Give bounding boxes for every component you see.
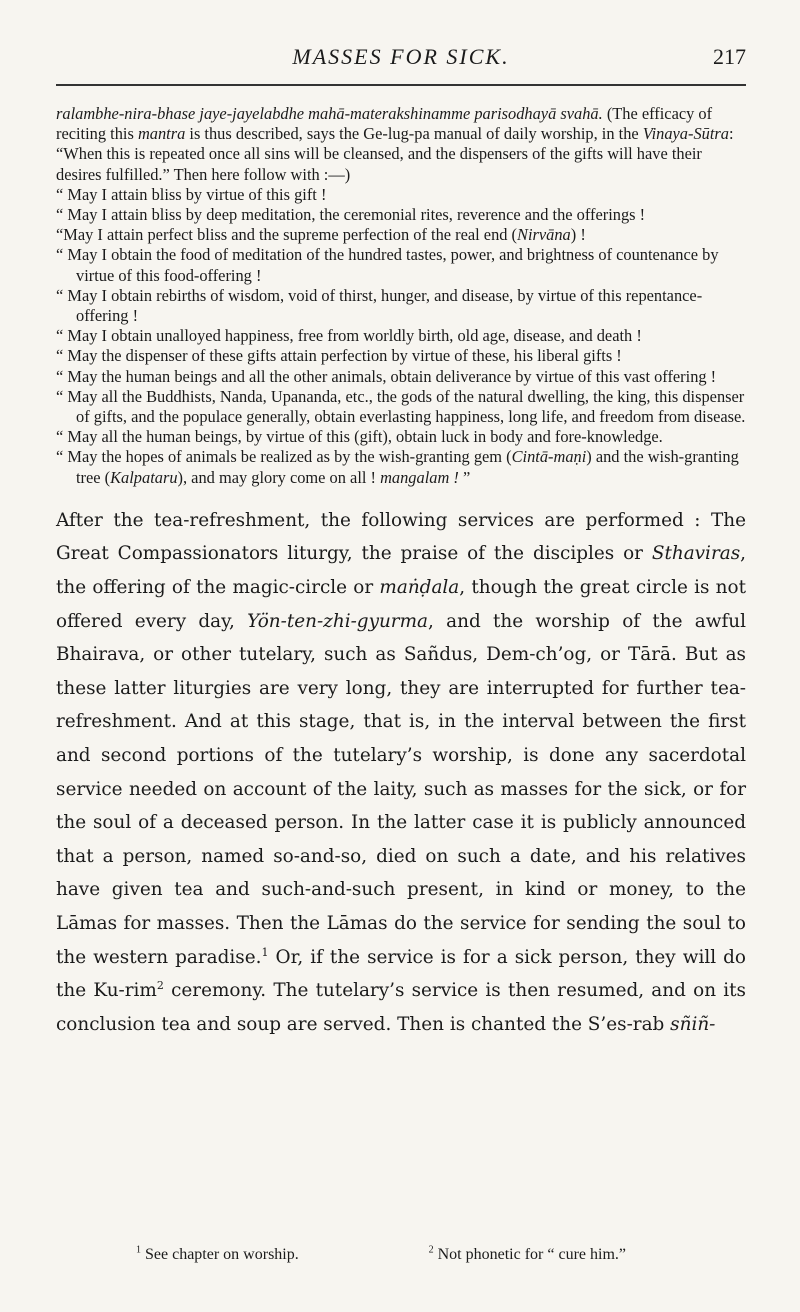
page-number: 217 bbox=[713, 44, 746, 69]
footnotes bbox=[56, 1246, 746, 1264]
liturgy-quote bbox=[56, 104, 746, 488]
running-header bbox=[56, 40, 746, 70]
prayer-line: “ May all the human beings, by virtue of this (gift), obtain luck in body and fore-knowledge. bbox=[56, 427, 663, 447]
prayer-line: “ May I obtain unalloyed happiness, free from worldly birth, old age, disease, and death ! bbox=[56, 326, 642, 346]
footnote-1: $^1$ See chapter on worship. bbox=[136, 1244, 299, 1263]
prayer-line: “ May I obtain rebirths of wisdom, void of thirst, hunger, and disease, by virtue of this repentance-offering ! bbox=[56, 285, 703, 326]
header-rule bbox=[56, 84, 746, 86]
quote-lead: ralambhe-nira-bhase jaye-jayelabdhe mahā-materakshinamme parisodhayā svahā. (The efficacy of reciting this mantra is thus described, says the Ge-lug-pa manual of daily worship, in the Vinaya-Sūtra: “When this is repeated once all sins will be cleansed, and the dispensers of the gifts will have their desires fulfilled.” Then here follow with :—) bbox=[56, 104, 734, 184]
prayer-line: “ May I attain bliss by deep meditation, the ceremonial rites, reverence and the offerings ! bbox=[56, 205, 646, 225]
prayer-line: “ May all the Buddhists, Nanda, Upananda, etc., the gods of the natural dwelling, the king, this dispenser of gifts, and the populace generally, obtain everlasting happiness, long life, and freedom from disease. bbox=[56, 386, 746, 427]
footnote-ref-2[interactable]: 2 bbox=[156, 979, 164, 993]
main-paragraph: After the tea-refreshment, the following services are performed : The Great Compassionators liturgy, the praise of the disciples or Sthaviras, the offering of the magic-circle or maṅḍala, though the great circle is not offered every day, Yön-ten-zhi-gyurma, and the worship of the awful Bhairava, or other tutelary, such as Sañdus, Dem-ch’og, or Tārā. But as these latter liturgies are very long, they are interrupted for further tea-refreshment. And at this stage, that is, in the interval between the first and second portions of the tutelary’s worship, is done any sacerdotal service needed on account of the laity, such as masses for the sick, or for the soul of a deceased person. In the latter case it is publicly announced that a person, named so-and-so, died on such a date, and his relatives have given tea and such-and-such present, in kind or money, to the Lāmas for masses. Then the Lāmas do the service for sending the soul to the western paradise.$^1$ Or, if the service is for a sick person, they will do the Ku-rim$^2$ ceremony. The tutelary’s service is then resumed, and on its conclusion tea and soup are served. Then is chanted the S’es-rab sñiñ- bbox=[56, 509, 746, 1035]
running-title: MASSES FOR SICK. bbox=[292, 44, 510, 69]
footnote-2: $^2$ Not phonetic for “ cure him.” bbox=[428, 1244, 626, 1263]
prayer-line: “ May I attain bliss by virtue of this gift ! bbox=[56, 184, 327, 204]
prayer-line: “ May the hopes of animals be realized as by the wish-granting gem (Cintā-maṇi) and the wish-granting tree (Kalpataru), and may glory come on all ! mangalam ! ” bbox=[56, 447, 739, 487]
mantra-text: ralambhe-nira-bhase jaye-jayelabdhe mahā-materakshinamme parisodhayā svahā. bbox=[56, 104, 603, 123]
footnote-ref-1[interactable]: 1 bbox=[261, 945, 269, 959]
prayer-line: “ May I obtain the food of meditation of the hundred tastes, power, and brightness of countenance by virtue of this food-offering ! bbox=[56, 245, 719, 285]
prayer-line: “May I attain perfect bliss and the supreme perfection of the real end (Nirvāna) ! bbox=[56, 225, 586, 245]
prayer-line: “ May the human beings and all the other animals, obtain deliverance by virtue of this vast offering ! bbox=[56, 366, 717, 386]
prayer-line: “ May the dispenser of these gifts attain perfection by virtue of these, his liberal gifts ! bbox=[56, 346, 622, 366]
page bbox=[56, 40, 746, 1041]
